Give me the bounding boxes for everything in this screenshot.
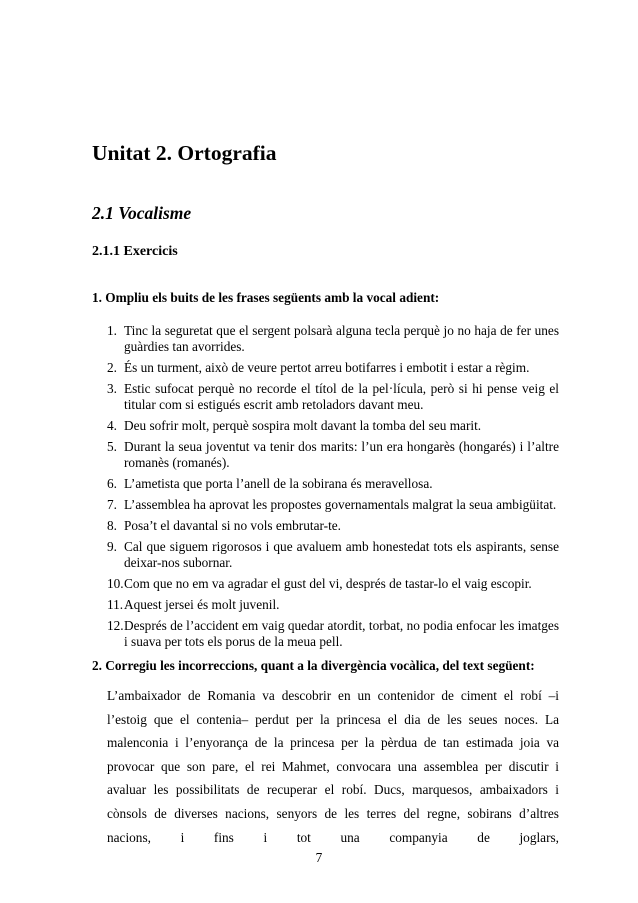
- item-text: Deu sofrir molt, perquè sospira molt davant la tomba del seu marit.: [124, 418, 482, 433]
- section-title: 2.1 Vocalisme: [92, 203, 192, 223]
- item-text: Cal que siguem rigorosos i que avaluem amb honestedat tots els aspirants, sense deixar-nos subornar.: [124, 539, 559, 570]
- list-item: [107, 381, 559, 413]
- item-text: L’assemblea ha aprovat les propostes governamentals malgrat la seua ambigüitat.: [124, 497, 557, 512]
- exercise-2-heading: 2. Corregiu les incorreccions, quant a la divergència vocàlica, del text següent:: [92, 658, 535, 673]
- item-text: Estic sufocat perquè no recorde el títol de la pel·lícula, però si hi pense veig el titular com si estigués escrit amb retoladors davant meu.: [124, 381, 559, 412]
- item-text: Tinc la seguretat que el sergent polsarà alguna tecla perquè jo no haja de fer unes guàrdies tan avorrides.: [124, 323, 559, 354]
- item-number: 8.: [107, 518, 117, 533]
- item-number: 3.: [107, 381, 117, 396]
- item-text: Aquest jersei és molt juvenil.: [124, 597, 280, 612]
- list-item: [107, 539, 559, 571]
- list-item: [107, 597, 559, 613]
- item-number: 11.: [107, 597, 124, 612]
- list-item: [107, 418, 559, 434]
- list-item: [107, 323, 559, 355]
- item-number: 7.: [107, 497, 117, 512]
- item-number: 4.: [107, 418, 117, 433]
- exercise-1-list: [107, 323, 559, 655]
- exercise-2-paragraph: L’ambaixador de Romania va descobrir en un contenidor de ciment el robí –i l’estoig que el contenia– perdut per la princesa el dia de les seues noces. La malenconia i l’enyorança de la princesa per la pèrdua de tan estimada joia va provocar que son pare, el rei Mahmet, convocara una assemblea per discutir i avaluar les possibilitats de recuperar el robí. Ducs, marquesos, ambaixadors i cònsols de diverses nacions, senyors de les terres del regne, sobirans d’altres nacions, i fins i tot una companyia de joglars,: [107, 688, 559, 845]
- item-text: És un turment, això de veure pertot arreu botifarres i embotit i estar a règim.: [124, 360, 530, 375]
- page-number: 7: [315, 850, 323, 865]
- item-number: 10.: [107, 576, 124, 591]
- item-number: 6.: [107, 476, 117, 491]
- item-text: L’ametista que porta l’anell de la sobirana és meravellosa.: [124, 476, 433, 491]
- list-item: [107, 618, 559, 650]
- item-text: Com que no em va agradar el gust del vi, després de tastar-lo el vaig escopir.: [124, 576, 532, 591]
- subsection-title: 2.1.1 Exercicis: [92, 244, 178, 259]
- item-number: 9.: [107, 539, 117, 554]
- unit-title: Unitat 2. Ortografia: [92, 141, 277, 165]
- list-item: [107, 497, 559, 513]
- item-number: 12.: [107, 618, 124, 633]
- list-item: [107, 360, 559, 376]
- list-item: [107, 476, 559, 492]
- item-number: 2.: [107, 360, 117, 375]
- list-item: [107, 518, 559, 534]
- item-text: Després de l’accident em vaig quedar atordit, torbat, no podia enfocar les imatges i suava per tots els porus de la meua pell.: [124, 618, 559, 649]
- item-text: Durant la seua joventut va tenir dos marits: l’un era hongarès (hongarés) i l’altre romanès (romanés).: [124, 439, 559, 470]
- exercise-1-heading: 1. Ompliu els buits de les frases següents amb la vocal adient:: [92, 290, 440, 305]
- item-number: 5.: [107, 439, 117, 454]
- item-text: Posa’t el davantal si no vols embrutar-te.: [124, 518, 341, 533]
- list-item: [107, 576, 559, 592]
- list-item: [107, 439, 559, 471]
- item-number: 1.: [107, 323, 117, 338]
